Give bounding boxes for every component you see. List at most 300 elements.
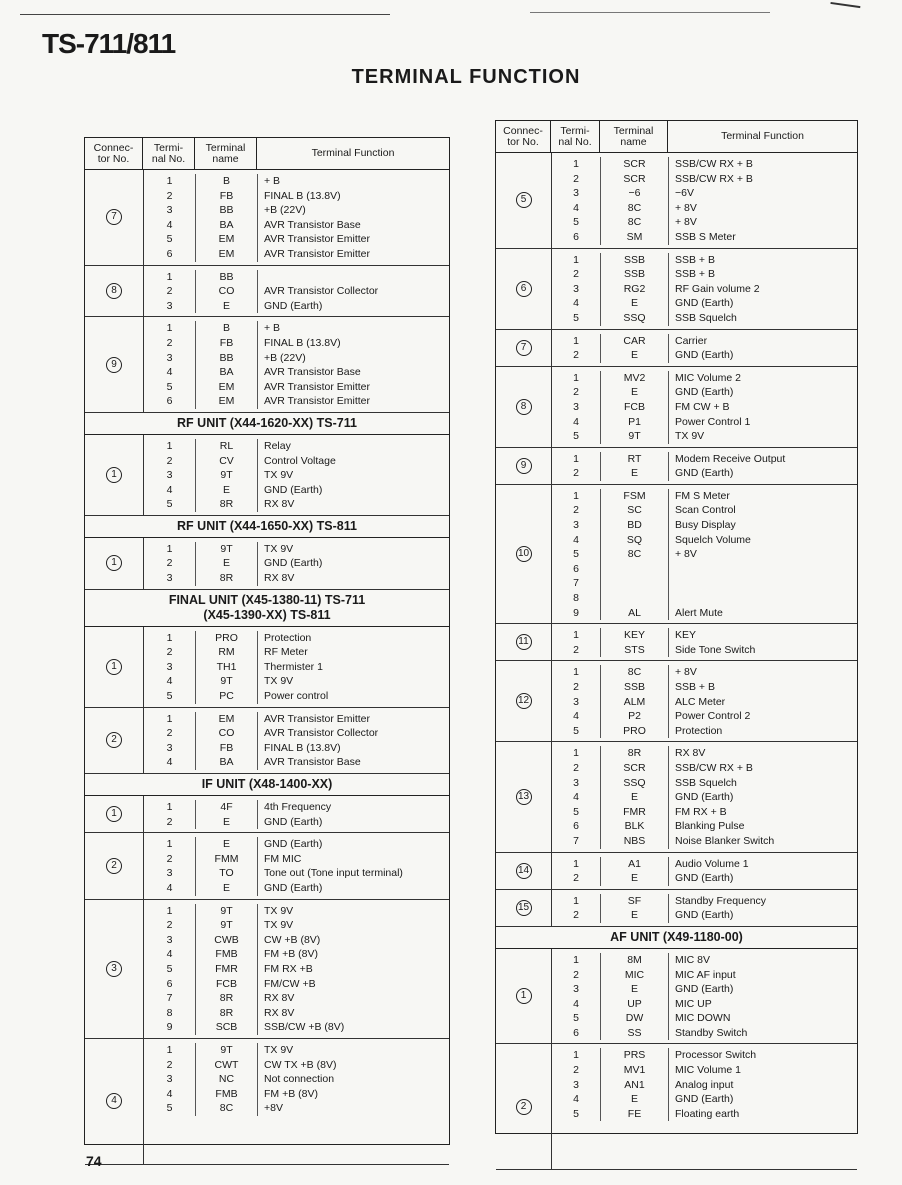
terminal-name-cell: MIC (601, 968, 669, 983)
terminal-name-cell: AL (601, 606, 669, 621)
table-row (552, 1048, 857, 1063)
terminal-name-cell: 4F (196, 800, 258, 815)
table-row (552, 591, 857, 606)
table-row (552, 215, 857, 230)
table-body-right (496, 153, 857, 1170)
model-title: TS-711/811 (42, 28, 176, 59)
terminal-rows (552, 1044, 857, 1169)
terminal-no-cell: 4 (144, 755, 196, 770)
terminal-no-cell: 4 (144, 674, 196, 689)
terminal-rows (144, 627, 449, 707)
terminal-function-cell: + B (264, 175, 281, 187)
terminal-no-cell: 1 (552, 628, 601, 643)
table-row (552, 1026, 857, 1041)
table-row (552, 953, 857, 968)
terminal-function-cell: Floating earth (675, 1107, 740, 1120)
table-row (144, 1006, 449, 1021)
table-row (144, 660, 449, 675)
terminal-no-cell: 1 (552, 157, 601, 172)
table-row (552, 489, 857, 504)
terminal-name-cell: 9T (196, 674, 258, 689)
terminal-no-cell: 1 (552, 894, 601, 909)
table-row (552, 746, 857, 761)
connector-cell (496, 330, 552, 366)
terminal-name-cell: FB (196, 189, 258, 204)
terminal-function-cell: KEY (675, 629, 697, 642)
connector-number-badge: 1 (106, 659, 122, 675)
terminal-no-cell: 1 (144, 270, 196, 285)
terminal-name-cell: AN1 (601, 1078, 669, 1093)
terminal-function-cell: AVR Transistor Base (264, 366, 361, 379)
terminal-no-cell: 1 (144, 174, 196, 189)
terminal-rows (144, 708, 449, 773)
terminal-no-cell: 3 (144, 660, 196, 675)
terminal-name-cell: BLK (601, 819, 669, 834)
page-number: 74 (86, 1153, 102, 1169)
table-row (144, 1043, 449, 1058)
terminal-name-cell: E (601, 871, 669, 886)
table-row (552, 1078, 857, 1093)
terminal-name-cell: PRO (196, 631, 258, 646)
connector-cell (85, 796, 144, 832)
connector-number-badge: 1 (106, 555, 122, 571)
terminal-function-cell: TX 9V (264, 904, 294, 917)
table-row (552, 665, 857, 680)
connector-number-badge: 7 (106, 209, 122, 225)
terminal-name-cell: E (196, 815, 258, 830)
terminal-name-cell: 8R (196, 571, 258, 586)
connector-group (496, 661, 857, 742)
terminal-function-cell: + 8V (675, 548, 697, 561)
terminal-name-cell: 8R (196, 1006, 258, 1021)
connector-cell (496, 624, 552, 660)
connector-cell (85, 627, 144, 707)
terminal-name-cell: EM (196, 247, 258, 262)
terminal-name-cell: E (196, 483, 258, 498)
terminal-function-cell: GND (Earth) (675, 909, 734, 922)
terminal-function-cell: Not connection (264, 1073, 335, 1086)
connector-number-badge: 8 (516, 399, 532, 415)
connector-number-badge: 1 (106, 467, 122, 483)
terminal-function-cell: TX 9V (264, 469, 294, 482)
connector-cell (496, 853, 552, 889)
terminal-name-cell: FMB (196, 1087, 258, 1102)
table-row (144, 852, 449, 867)
terminal-name-cell: B (196, 174, 258, 189)
connector-cell (85, 833, 144, 898)
terminal-name-cell: 8C (196, 1101, 258, 1116)
table-row (144, 918, 449, 933)
terminal-name-cell: BB (196, 203, 258, 218)
terminal-function-cell: AVR Transistor Collector (264, 727, 379, 740)
terminal-name-cell: 8C (601, 215, 669, 230)
table-row (144, 991, 449, 1006)
terminal-name-cell: SSQ (601, 311, 669, 326)
connector-number-badge: 14 (516, 863, 532, 879)
terminal-no-cell: 3 (144, 741, 196, 756)
terminal-function-cell: AVR Transistor Collector (264, 285, 379, 298)
page-title: TERMINAL FUNCTION (351, 66, 581, 88)
table-row (144, 1058, 449, 1073)
terminal-no-cell: 1 (552, 371, 601, 386)
table-row (552, 230, 857, 245)
terminal-rows (144, 170, 449, 265)
terminal-function-cell: AVR Transistor Base (264, 756, 361, 769)
terminal-name-cell: 8C (601, 201, 669, 216)
terminal-function-cell: SSB + B (675, 253, 715, 266)
terminal-no-cell: 2 (552, 1063, 601, 1078)
table-row (552, 1011, 857, 1026)
terminal-function-cell: Thermister 1 (264, 660, 323, 673)
table-row (144, 299, 449, 314)
header-connector: Connec- tor No. (496, 121, 551, 152)
terminal-function-cell: AVR Transistor Emitter (264, 395, 370, 408)
table-row (552, 680, 857, 695)
terminal-name-cell: EM (196, 232, 258, 247)
table-row (552, 466, 857, 481)
terminal-no-cell: 5 (144, 497, 196, 512)
terminal-function-cell: Scan Control (675, 504, 736, 517)
table-row (552, 871, 857, 886)
header-function: Terminal Function (311, 147, 395, 159)
terminal-no-cell: 5 (552, 429, 601, 444)
connector-number-badge: 11 (516, 634, 532, 650)
table-row (144, 881, 449, 896)
terminal-table-left (84, 137, 450, 1145)
terminal-rows (552, 448, 857, 484)
terminal-name-cell: 9T (196, 904, 258, 919)
terminal-function-cell: + 8V (675, 201, 697, 214)
connector-cell (496, 448, 552, 484)
terminal-function-cell: AVR Transistor Emitter (264, 247, 370, 260)
terminal-function-cell: MIC Volume 1 (675, 1064, 741, 1077)
terminal-no-cell: 1 (144, 542, 196, 557)
terminal-no-cell: 3 (144, 203, 196, 218)
terminal-name-cell: SSB (601, 267, 669, 282)
terminal-rows (144, 833, 449, 898)
terminal-function-cell: GND (Earth) (264, 557, 323, 570)
connector-number-badge: 5 (516, 192, 532, 208)
terminal-function-cell: Busy Display (675, 519, 736, 532)
terminal-no-cell: 4 (144, 947, 196, 962)
unit-section-line: (X45-1390-XX) TS-811 (203, 607, 331, 622)
terminal-function-cell: GND (Earth) (675, 791, 734, 804)
terminal-function-cell: FM +B (8V) (264, 948, 318, 961)
terminal-no-cell: 1 (552, 746, 601, 761)
terminal-function-cell: SSB Squelch (675, 776, 737, 789)
connector-number-badge: 8 (106, 283, 122, 299)
terminal-function-cell: Analog input (675, 1078, 734, 1091)
terminal-name-cell: E (601, 348, 669, 363)
table-row (552, 503, 857, 518)
unit-section-title (85, 516, 449, 538)
terminal-name-cell: SCB (196, 1020, 258, 1035)
table-row (144, 1087, 449, 1102)
terminal-name-cell: B (196, 321, 258, 336)
terminal-name-cell: UP (601, 997, 669, 1012)
terminal-function-cell: GND (Earth) (264, 299, 323, 312)
terminal-no-cell: 2 (144, 556, 196, 571)
connector-group (85, 796, 449, 833)
terminal-no-cell: 1 (144, 439, 196, 454)
terminal-no-cell: 2 (144, 189, 196, 204)
terminal-no-cell: 2 (144, 852, 196, 867)
connector-number-badge: 2 (106, 732, 122, 748)
terminal-no-cell: 4 (144, 365, 196, 380)
table-row (552, 385, 857, 400)
connector-cell (85, 317, 144, 412)
connector-cell (496, 1044, 552, 1169)
table-row (552, 311, 857, 326)
unit-section-line: RF UNIT (X44-1620-XX) TS-711 (177, 415, 357, 430)
terminal-name-cell: KEY (601, 628, 669, 643)
table-row (552, 1107, 857, 1122)
terminal-function-cell: Alert Mute (675, 606, 723, 619)
table-row (144, 439, 449, 454)
table-row (552, 282, 857, 297)
unit-section-title (85, 590, 449, 627)
terminal-name-cell: E (601, 982, 669, 997)
terminal-no-cell: 1 (144, 1043, 196, 1058)
terminal-name-cell: ALM (601, 695, 669, 710)
terminal-function-cell: Blanking Pulse (675, 820, 745, 833)
terminal-no-cell: 5 (144, 380, 196, 395)
table-row (144, 741, 449, 756)
terminal-rows (552, 249, 857, 329)
terminal-no-cell: 1 (144, 631, 196, 646)
connector-cell (85, 1039, 144, 1164)
table-row (552, 186, 857, 201)
terminal-no-cell: 3 (144, 468, 196, 483)
terminal-no-cell: 5 (144, 1101, 196, 1116)
terminal-no-cell: 4 (552, 296, 601, 311)
terminal-name-cell: E (601, 790, 669, 805)
connector-cell (85, 900, 144, 1038)
table-row (144, 1072, 449, 1087)
table-row (552, 267, 857, 282)
terminal-function-cell: Standby Switch (675, 1026, 748, 1039)
table-row (144, 689, 449, 704)
terminal-rows (552, 485, 857, 623)
terminal-no-cell: 3 (552, 982, 601, 997)
terminal-no-cell: 9 (144, 1020, 196, 1035)
terminal-function-cell: AVR Transistor Base (264, 218, 361, 231)
terminal-no-cell: 6 (552, 819, 601, 834)
table-row (552, 834, 857, 849)
connector-group (85, 317, 449, 413)
terminal-name-cell: FMM (196, 852, 258, 867)
connector-group (496, 949, 857, 1045)
table-row (552, 982, 857, 997)
table-row (552, 562, 857, 577)
terminal-function-cell: ALC Meter (675, 695, 726, 708)
connector-group (496, 485, 857, 624)
table-row (144, 394, 449, 409)
table-row (144, 837, 449, 852)
terminal-function-cell: TX 9V (264, 919, 294, 932)
terminal-name-cell: PC (196, 689, 258, 704)
terminal-name-cell: FSM (601, 489, 669, 504)
table-row (144, 232, 449, 247)
terminal-no-cell: 2 (552, 680, 601, 695)
unit-section-title (85, 413, 449, 435)
connector-number-badge: 12 (516, 693, 532, 709)
connector-group (496, 367, 857, 448)
terminal-no-cell: 6 (144, 977, 196, 992)
terminal-function-cell: +B (22V) (264, 204, 306, 217)
terminal-no-cell: 5 (552, 547, 601, 562)
terminal-function-cell: MIC DOWN (675, 1012, 731, 1025)
terminal-no-cell: 3 (552, 695, 601, 710)
header-connector: Connec- tor No. (85, 138, 143, 169)
terminal-function-cell: GND (Earth) (675, 467, 734, 480)
terminal-no-cell: 2 (552, 761, 601, 776)
terminal-function-cell: GND (Earth) (675, 872, 734, 885)
connector-group (496, 448, 857, 485)
terminal-name-cell: SM (601, 230, 669, 245)
terminal-function-cell: MIC 8V (675, 953, 711, 966)
terminal-function-cell: FINAL B (13.8V) (264, 741, 341, 754)
terminal-function-cell: SSB/CW +B (8V) (264, 1021, 345, 1034)
connector-cell (496, 153, 552, 248)
terminal-name-cell: FE (601, 1107, 669, 1122)
terminal-name-cell: BA (196, 365, 258, 380)
terminal-no-cell: 2 (552, 267, 601, 282)
table-row (552, 296, 857, 311)
terminal-function-cell: FINAL B (13.8V) (264, 189, 341, 202)
terminal-function-cell: + 8V (675, 216, 697, 229)
table-row (144, 351, 449, 366)
terminal-no-cell: 9 (552, 606, 601, 621)
terminal-name-cell: SCR (601, 172, 669, 187)
terminal-name-cell: E (196, 299, 258, 314)
terminal-name-cell: FMR (601, 805, 669, 820)
connector-cell (85, 170, 144, 265)
connector-number-badge: 1 (106, 806, 122, 822)
terminal-function-cell: RX 8V (264, 992, 295, 1005)
terminal-name-cell (601, 591, 669, 606)
connector-group (496, 330, 857, 367)
terminal-function-cell: Squelch Volume (675, 533, 751, 546)
terminal-function-cell: Audio Volume 1 (675, 857, 749, 870)
terminal-no-cell: 2 (552, 348, 601, 363)
terminal-no-cell: 1 (552, 253, 601, 268)
terminal-no-cell: 1 (552, 1048, 601, 1063)
unit-section-title (496, 927, 857, 949)
connector-group (496, 624, 857, 661)
terminal-function-cell: Carrier (675, 334, 708, 347)
terminal-function-cell: SSB/CW RX + B (675, 158, 753, 170)
table-row (552, 201, 857, 216)
terminal-name-cell: 8R (601, 746, 669, 761)
terminal-function-cell (669, 562, 857, 577)
terminal-name-cell: RG2 (601, 282, 669, 297)
terminal-no-cell: 4 (552, 1092, 601, 1107)
connector-group (85, 435, 449, 516)
terminal-no-cell: 4 (552, 709, 601, 724)
terminal-name-cell: 9T (196, 542, 258, 557)
header-terminal-name: Terminal name (600, 121, 668, 152)
terminal-name-cell: E (196, 556, 258, 571)
terminal-no-cell: 3 (144, 1072, 196, 1087)
table-row (552, 334, 857, 349)
terminal-name-cell: 8R (196, 991, 258, 1006)
terminal-name-cell: P2 (601, 709, 669, 724)
terminal-function-cell: GND (Earth) (264, 881, 323, 894)
table-row (552, 518, 857, 533)
table-row (552, 1092, 857, 1107)
terminal-no-cell: 2 (144, 726, 196, 741)
terminal-name-cell: SCR (601, 157, 669, 172)
terminal-no-cell: 2 (552, 466, 601, 481)
terminal-no-cell: 2 (144, 918, 196, 933)
terminal-name-cell: TH1 (196, 660, 258, 675)
table-row (144, 933, 449, 948)
table-row (552, 576, 857, 591)
terminal-name-cell: 8M (601, 953, 669, 968)
terminal-no-cell: 5 (144, 689, 196, 704)
terminal-rows (552, 330, 857, 366)
terminal-name-cell: A1 (601, 857, 669, 872)
terminal-function-cell: RF Meter (264, 646, 308, 659)
terminal-function-cell: + 8V (675, 666, 697, 679)
connector-cell (85, 435, 144, 515)
terminal-no-cell: 3 (552, 1078, 601, 1093)
table-row (144, 947, 449, 962)
connector-group (85, 170, 449, 266)
terminal-no-cell: 5 (552, 805, 601, 820)
terminal-function-cell: FM +B (8V) (264, 1087, 318, 1100)
terminal-no-cell: 4 (144, 1087, 196, 1102)
table-body-left (85, 170, 449, 1165)
terminal-name-cell: −6 (601, 186, 669, 201)
terminal-function-cell: SSB/CW RX + B (675, 172, 753, 185)
terminal-no-cell: 3 (552, 518, 601, 533)
terminal-function-cell: 4th Frequency (264, 801, 332, 813)
terminal-no-cell: 7 (552, 834, 601, 849)
unit-section-line: RF UNIT (X44-1650-XX) TS-811 (177, 518, 357, 533)
table-row (552, 172, 857, 187)
table-row (552, 547, 857, 562)
terminal-no-cell: 1 (144, 837, 196, 852)
table-row (552, 533, 857, 548)
terminal-name-cell: 8C (601, 547, 669, 562)
terminal-name-cell: E (601, 908, 669, 923)
terminal-no-cell: 5 (552, 1107, 601, 1122)
table-row (144, 542, 449, 557)
connector-group (85, 627, 449, 708)
unit-section-line: FINAL UNIT (X45-1380-11) TS-711 (168, 592, 366, 607)
terminal-no-cell: 3 (552, 776, 601, 791)
terminal-function-cell: Protection (675, 724, 723, 737)
terminal-no-cell: 2 (552, 908, 601, 923)
terminal-no-cell: 6 (552, 1026, 601, 1041)
terminal-function-cell: GND (Earth) (264, 838, 323, 851)
terminal-name-cell (601, 576, 669, 591)
terminal-no-cell: 1 (144, 321, 196, 336)
table-row (552, 997, 857, 1012)
terminal-function-cell: SSB S Meter (675, 230, 736, 243)
table-header (496, 121, 857, 153)
table-row (552, 857, 857, 872)
terminal-function-cell: GND (Earth) (675, 349, 734, 362)
table-row (144, 962, 449, 977)
terminal-name-cell: 9T (196, 918, 258, 933)
terminal-name-cell: FB (196, 741, 258, 756)
terminal-rows (552, 949, 857, 1044)
terminal-function-cell: +8V (264, 1102, 283, 1115)
terminal-function-cell: Power Control 1 (675, 415, 751, 428)
